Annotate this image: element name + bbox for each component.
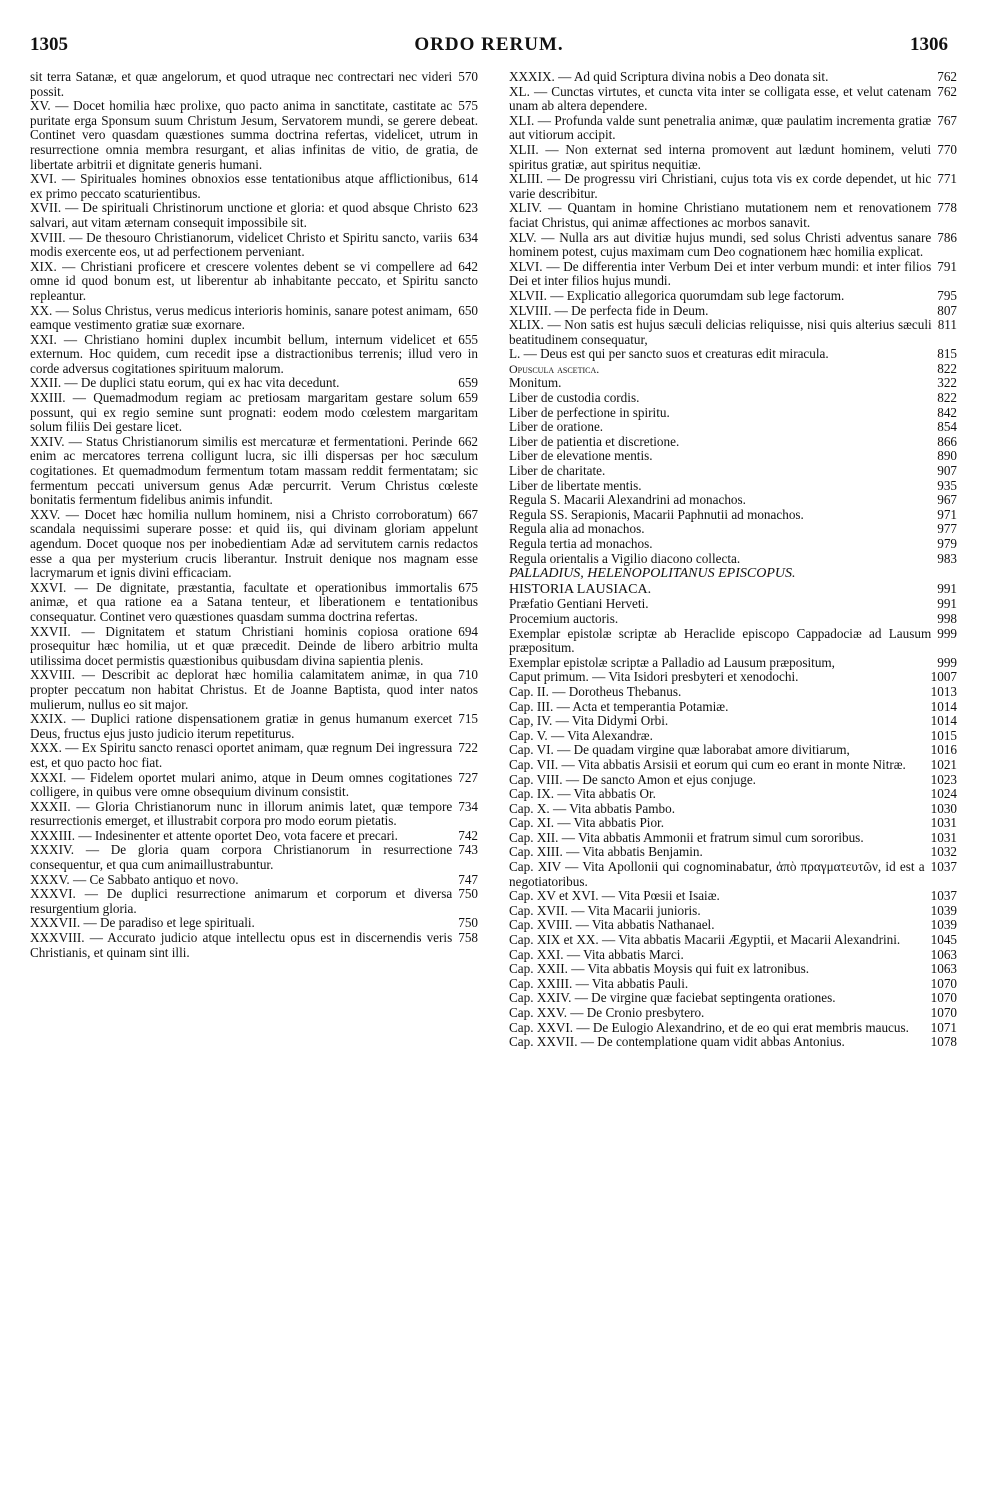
toc-page-number: 822 bbox=[937, 360, 957, 376]
toc-entry-text: Opuscula ascetica. bbox=[509, 361, 600, 376]
toc-entry bbox=[509, 493, 957, 508]
toc-page-number: 655 bbox=[458, 331, 478, 347]
toc-entry bbox=[509, 1006, 957, 1021]
toc-entry bbox=[30, 172, 478, 201]
toc-page-number: 807 bbox=[937, 302, 957, 318]
running-title: ORDO RERUM. bbox=[414, 34, 564, 55]
toc-page-number: 1007 bbox=[930, 669, 957, 685]
toc-entry-text: XXXVIII. — Accurato judicio atque intellectu opus est in discernendis veris Christianis, et quinam sint illi. bbox=[30, 930, 453, 960]
toc-entry bbox=[509, 566, 957, 582]
toc-page-number: 750 bbox=[458, 886, 478, 902]
toc-page-number: 999 bbox=[937, 654, 957, 670]
toc-entry-text: XXIII. — Quemadmodum regiam ac pretiosam margaritam gestare solum possunt, qui ex regio semine sunt prognati: eodem modo cœlestem margaritam solum filiis Dei gestare licet. bbox=[30, 390, 478, 435]
toc-entry bbox=[30, 771, 478, 800]
toc-page-number: 786 bbox=[937, 229, 957, 245]
toc-entry-text: XXXIV. — De gloria quam corpora Christianorum in resurrectione consequentur, et qua cum animaillustrabuntur. bbox=[30, 842, 453, 873]
toc-entry bbox=[509, 729, 957, 744]
toc-page-number: 747 bbox=[458, 871, 478, 887]
toc-page-number: 742 bbox=[458, 827, 478, 843]
toc-entry-text: XXI. — Christiano homini duplex incumbit bellum, internum videlicet et externum. Hoc quidem, cum recedit ipse a distractionibus terrenis; illud vero in corde adversus cogitationes spirituum malorum. bbox=[30, 331, 478, 376]
toc-entry bbox=[30, 201, 478, 230]
toc-entry bbox=[509, 787, 957, 802]
toc-page-number: 762 bbox=[937, 69, 957, 84]
toc-entry bbox=[509, 143, 957, 172]
toc-page-number: 1070 bbox=[930, 990, 957, 1006]
toc-entry bbox=[509, 962, 957, 977]
toc-entry bbox=[30, 887, 478, 916]
toc-entry-text: Exemplar epistolæ scriptæ ab Heraclide episcopo Cappadociæ ad Lausum præpositum. bbox=[509, 625, 932, 656]
toc-page-number: 750 bbox=[458, 915, 478, 931]
toc-page-number: 634 bbox=[458, 229, 478, 245]
toc-page-number: 822 bbox=[937, 390, 957, 406]
toc-entry bbox=[509, 289, 957, 304]
toc-entry-text: XLII. — Non externat sed interna promovent aut lædunt hominem, veluti spiritus gratiæ, aut spiritus nequitiæ. bbox=[509, 141, 932, 172]
toc-page-number: 1013 bbox=[930, 683, 957, 699]
toc-entry-text: Cap. III. — Acta et temperantia Potamiæ. bbox=[509, 698, 729, 714]
toc-page-number: 743 bbox=[458, 842, 478, 858]
toc-page-number: 570 bbox=[458, 69, 478, 84]
toc-entry-text: XLI. — Profunda valde sunt penetralia animæ, quæ paulatim incrementa gratiæ aut vitiorum accipit. bbox=[509, 112, 932, 143]
toc-entry bbox=[509, 948, 957, 963]
toc-page-number: 1045 bbox=[930, 932, 957, 948]
toc-entry bbox=[509, 845, 957, 860]
toc-entry-text: XLV. — Nulla ars aut divitiæ hujus mundi, sed solus Christi adventus sanare hominem potest, cujus maximam cum Deo cognationem hæc homilia explicat. bbox=[509, 229, 932, 260]
toc-entry bbox=[509, 464, 957, 479]
toc-entry-text: XVI. — Spirituales homines obnoxios esse tentationibus atque afflictionibus, ex primo peccato scaturientibus. bbox=[30, 171, 453, 201]
toc-page-number: 715 bbox=[458, 711, 478, 727]
toc-entry bbox=[509, 420, 957, 435]
toc-entry-text: Regula tertia ad monachos. bbox=[509, 536, 653, 551]
page-number-left: 1305 bbox=[30, 34, 68, 55]
toc-entry bbox=[509, 376, 957, 391]
toc-page-number: 854 bbox=[937, 419, 957, 435]
toc-entry-text: XXXII. — Gloria Christianorum nunc in illorum animis latet, quæ tempore resurrectionis emerget, et illustrabit corpora pro modo eorum pietatis. bbox=[30, 798, 453, 829]
toc-page-number: 1070 bbox=[930, 975, 957, 991]
toc-entry-text: Cap, IV. — Vita Didymi Orbi. bbox=[509, 713, 669, 729]
toc-entry bbox=[30, 931, 478, 960]
toc-page-number: 977 bbox=[937, 521, 957, 537]
toc-entry-text: Liber de oratione. bbox=[509, 419, 604, 435]
toc-entry-text: XXII. — De duplici statu eorum, qui ex hac vita decedunt. bbox=[30, 375, 340, 391]
toc-page-number: 1070 bbox=[930, 1005, 957, 1020]
toc-entry-text: Cap. XI. — Vita abbatis Pior. bbox=[509, 815, 665, 831]
toc-entry bbox=[30, 435, 478, 508]
toc-page-number: 1016 bbox=[930, 742, 957, 758]
toc-entry bbox=[509, 1021, 957, 1036]
toc-entry-text: XLIII. — De progressu viri Christiani, cujus tota vis ex corde dependet, ut hic varie describitur. bbox=[509, 171, 932, 201]
toc-page-number: 694 bbox=[458, 623, 478, 639]
right-column bbox=[509, 70, 957, 1050]
toc-entry bbox=[509, 479, 957, 494]
toc-entry-text: Cap. XXVII. — De contemplatione quam vidit abbas Antonius. bbox=[509, 1034, 845, 1050]
toc-page-number: 662 bbox=[458, 433, 478, 449]
toc-entry bbox=[509, 508, 957, 523]
toc-entry-text: Cap. XXVI. — De Eulogio Alexandrino, et de eo qui erat membris maucus. bbox=[509, 1019, 909, 1035]
toc-page-number: 1023 bbox=[930, 771, 957, 787]
toc-page-number: 575 bbox=[458, 98, 478, 114]
toc-page-number: 1032 bbox=[930, 844, 957, 860]
toc-page-number: 815 bbox=[937, 346, 957, 362]
toc-page-number: 1030 bbox=[930, 800, 957, 816]
toc-entry-text: Cap. XIX et XX. — Vita abbatis Macarii Ægyptii, et Macarii Alexandrini. bbox=[509, 932, 901, 948]
toc-entry bbox=[509, 860, 957, 889]
toc-entry bbox=[509, 391, 957, 406]
toc-page-number: 1031 bbox=[930, 815, 957, 831]
toc-page-number: 770 bbox=[937, 141, 957, 157]
toc-page-number: 771 bbox=[937, 171, 957, 187]
toc-page-number: 778 bbox=[937, 200, 957, 216]
toc-page-number: 1037 bbox=[930, 888, 957, 904]
toc-page-number: 667 bbox=[458, 506, 478, 522]
toc-page-number: 1063 bbox=[930, 946, 957, 962]
toc-entry-text: XXVIII. — Describit ac deplorat hæc homilia calamitatem animæ, in qua propter peccatum non habitat Christus. Et de Joanne Baptista, quod inter natos mulierum, nullus eo sit major. bbox=[30, 667, 478, 712]
toc-entry-text: XIX. — Christiani proficere et crescere volentes debent se vi compellere ad omne id quod bonum est, ut liberentur ab inhabitante peccato, et Spiritu sancto repleantur. bbox=[30, 258, 478, 303]
toc-entry-text: XX. — Solus Christus, verus medicus interioris hominis, sanare potest animam, eamque vestimento gratiæ suæ exornare. bbox=[30, 302, 453, 333]
toc-entry-text: Liber de libertate mentis. bbox=[509, 477, 642, 493]
toc-entry bbox=[30, 829, 478, 844]
toc-page-number: 1039 bbox=[930, 902, 957, 918]
toc-entry bbox=[509, 406, 957, 421]
toc-entry bbox=[30, 873, 478, 888]
toc-entry-text: Monitum. bbox=[509, 375, 562, 391]
toc-entry bbox=[509, 172, 957, 201]
toc-entry-text: Liber de perfectione in spiritu. bbox=[509, 404, 670, 420]
toc-entry-text: XVII. — De spirituali Christinorum unctione et gloria: et quod absque Christo salvari, aut vitam æternam consequit impossibile sit. bbox=[30, 200, 453, 230]
toc-entry-text: XLVIII. — De perfecta fide in Deum. bbox=[509, 302, 709, 318]
toc-page-number: 623 bbox=[458, 200, 478, 216]
toc-entry bbox=[509, 918, 957, 933]
toc-entry bbox=[509, 114, 957, 143]
toc-entry-text: Liber de elevatione mentis. bbox=[509, 448, 653, 464]
toc-entry bbox=[509, 991, 957, 1006]
toc-entry-text: XXV. — Docet hæc homilia nullum hominem, nisi a Christo corroboratum) scandala nequissimi superare posse: et quid iis, qui divinam gloriam appelunt agendum. Docet quoque nos per inobedientiam Adæ ad servitutem carnis redactos esse a qua per mysterium crucis liberantur. Instruit denique nos magnam esse lacrymarum et ignis divini efficaciam. bbox=[30, 506, 478, 581]
toc-entry bbox=[509, 685, 957, 700]
toc-entry-text: XLIV. — Quantam in homine Christiano mutationem nem et renovationem faciat Christus, qui animæ affectiones ac morbos sanavit. bbox=[509, 200, 932, 230]
toc-entry bbox=[509, 597, 957, 612]
toc-entry bbox=[30, 333, 478, 377]
toc-entry-text: XXX. — Ex Spiritu sancto renasci oportet animam, quæ regnum Dei ingressura est, et quo pacto hoc fiat. bbox=[30, 740, 453, 770]
toc-entry-text: Cap. XIII. — Vita abbatis Benjamin. bbox=[509, 844, 703, 860]
toc-page-number: 1024 bbox=[930, 786, 957, 802]
toc-page-number: 795 bbox=[937, 287, 957, 303]
toc-entry bbox=[509, 933, 957, 948]
toc-entry bbox=[509, 85, 957, 114]
toc-entry bbox=[509, 582, 957, 598]
toc-entry-text: Regula S. Macarii Alexandrini ad monachos. bbox=[509, 492, 746, 508]
toc-entry bbox=[509, 612, 957, 627]
left-column bbox=[30, 70, 478, 960]
toc-entry-text: Exemplar epistolæ scriptæ a Palladio ad Lausum præpositum, bbox=[509, 654, 835, 670]
toc-entry bbox=[509, 889, 957, 904]
toc-page-number: 991 bbox=[937, 596, 957, 612]
toc-entry-text: XXXVI. — De duplici resurrectione animarum et corporum et diversa resurgentium gloria. bbox=[30, 886, 453, 916]
toc-entry bbox=[30, 668, 478, 712]
toc-entry-text: XV. — Docet homilia hæc prolixe, quo pacto anima in sanctitate, castitate ac puritate erga Sponsum suum Christum Jesum, Servatorem mundi, se gerere debeat. Continet vero quasdam quæstiones summa doctrina refertas, videlicet, utrum in resurrectione omnia membra resurgant, et alias infinitas de vitio, de gratia, de libertate arbitrii et dignitate generis humani. bbox=[30, 98, 478, 172]
toc-page-number: 1014 bbox=[930, 698, 957, 714]
toc-entry-text: Cap. XVII. — Vita Macarii junioris. bbox=[509, 902, 701, 918]
toc-page-number: 791 bbox=[937, 258, 957, 274]
toc-entry-text: XXVI. — De dignitate, præstantia, facultate et operationibus immortalis animæ, et qua ratione ea a Satana tenteur, et liberationem e tentationibus consequatur. Continet vero quæstiones quasdam summa doctrina refertas. bbox=[30, 579, 478, 624]
toc-entry bbox=[30, 391, 478, 435]
toc-entry bbox=[30, 304, 478, 333]
toc-page-number: 1015 bbox=[930, 727, 957, 743]
toc-page-number: 659 bbox=[458, 390, 478, 406]
toc-entry bbox=[30, 231, 478, 260]
toc-entry bbox=[509, 977, 957, 992]
toc-page-number: 727 bbox=[458, 769, 478, 785]
toc-entry bbox=[509, 435, 957, 450]
toc-entry-text: XVIII. — De thesouro Christianorum, videlicet Christo et Spiritu sancto, variis modis exercente eos, ut ad perfectionem perveniant. bbox=[30, 229, 453, 260]
toc-entry bbox=[30, 70, 478, 99]
toc-page-number: 998 bbox=[937, 610, 957, 626]
toc-entry-text: Cap. XXI. — Vita abbatis Marci. bbox=[509, 946, 684, 962]
toc-page-number: 762 bbox=[937, 83, 957, 99]
toc-entry bbox=[509, 304, 957, 319]
toc-entry-text: Liber de charitate. bbox=[509, 463, 606, 479]
toc-entry-text: Cap. V. — Vita Alexandræ. bbox=[509, 727, 653, 743]
toc-entry bbox=[509, 260, 957, 289]
toc-entry-text: XLVII. — Explicatio allegorica quorumdam sub lege factorum. bbox=[509, 287, 845, 303]
toc-entry-text: Cap. VIII. — De sancto Amon et ejus conjuge. bbox=[509, 771, 756, 787]
toc-entry-text: PALLADIUS, HELENOPOLITANUS EPISCOPUS. bbox=[509, 566, 796, 582]
page-number-right: 1306 bbox=[910, 34, 948, 55]
toc-entry-text: XL. — Cunctas virtutes, et cuncta vita inter se colligata esse, et velut catenam unam ab altera dependere. bbox=[509, 83, 932, 114]
toc-page-number: 842 bbox=[937, 404, 957, 420]
toc-entry-text: Procemium auctoris. bbox=[509, 610, 619, 626]
toc-entry bbox=[30, 99, 478, 172]
toc-page-number: 971 bbox=[937, 506, 957, 522]
toc-entry-text: HISTORIA LAUSIACA. bbox=[509, 581, 652, 597]
toc-page-number: 907 bbox=[937, 463, 957, 479]
toc-page-number: 758 bbox=[458, 930, 478, 946]
toc-entry-text: Cap. XII. — Vita abbatis Ammonii et fratrum simul cum sororibus. bbox=[509, 829, 864, 845]
toc-page-number: 1031 bbox=[930, 829, 957, 845]
toc-page-number: 1071 bbox=[930, 1019, 957, 1035]
toc-entry-text: XXXIII. — Indesinenter et attente oportet Deo, vota facere et precari. bbox=[30, 827, 398, 843]
toc-entry bbox=[509, 201, 957, 230]
toc-page-number: 979 bbox=[937, 536, 957, 551]
toc-entry-text: XXIX. — Duplici ratione dispensationem gratiæ in genus humanum exercet Deus, fructus ejus justo judicio iterum repetiturus. bbox=[30, 711, 453, 741]
toc-page-number: 1063 bbox=[930, 961, 957, 977]
toc-entry-text: Cap. II. — Dorotheus Thebanus. bbox=[509, 683, 682, 699]
toc-page-number: 983 bbox=[937, 550, 957, 566]
toc-page-number: 967 bbox=[937, 492, 957, 508]
toc-entry-text: XLVI. — De differentia inter Verbum Dei et inter verbum mundi: et inter filios Dei et inter filios hujus mundi. bbox=[509, 258, 932, 289]
toc-entry bbox=[509, 816, 957, 831]
toc-entry bbox=[509, 714, 957, 729]
toc-entry-text: XXXV. — Ce Sabbato antiquo et novo. bbox=[30, 871, 239, 887]
toc-entry-text: Liber de custodia cordis. bbox=[509, 390, 640, 406]
toc-page-number: 1039 bbox=[930, 917, 957, 933]
toc-entry-text: XXXI. — Fidelem oportet mulari animo, atque in Deum omnes cogitationes colligere, in quibus vere omne obsequium divinum consistit. bbox=[30, 769, 453, 800]
toc-page-number: 650 bbox=[458, 302, 478, 318]
toc-entry-text: XXXIX. — Ad quid Scriptura divina nobis a Deo donata sit. bbox=[509, 69, 829, 84]
toc-entry bbox=[509, 362, 957, 377]
toc-entry-text: Regula alia ad monachos. bbox=[509, 521, 645, 537]
toc-entry-text: XXIV. — Status Christianorum similis est mercaturæ et fermentationi. Perinde enim ac mercatores terrena colligunt lucra, sic illi dispersas per hoc sæculum cogitationes. Et quemadmodum fermentum totam massam reddit fermentatam; sic fermentum peccati universum genus Adæ percurrit. Verum Christus cœleste bonitatis fermentum fidelibus animis infundit. bbox=[30, 433, 478, 508]
toc-page-number: 1078 bbox=[930, 1034, 957, 1050]
toc-entry-text: Præfatio Gentiani Herveti. bbox=[509, 596, 649, 612]
toc-entry bbox=[30, 712, 478, 741]
toc-entry-text: Cap. XXII. — Vita abbatis Moysis qui fuit ex latronibus. bbox=[509, 961, 810, 977]
toc-entry-text: Caput primum. — Vita Isidori presbyteri et xenodochi. bbox=[509, 669, 799, 685]
toc-entry-text: Cap. VII. — Vita abbatis Arsisii et eorum qui cum eo erant in monte Nitræ. bbox=[509, 756, 906, 772]
toc-page-number: 734 bbox=[458, 798, 478, 814]
toc-entry-text: XXXVII. — De paradiso et lege spirituali. bbox=[30, 915, 255, 931]
toc-page-number: 811 bbox=[937, 317, 957, 333]
toc-entry bbox=[509, 670, 957, 685]
toc-page-number: 866 bbox=[937, 433, 957, 449]
toc-entry bbox=[509, 231, 957, 260]
toc-page-number: 1037 bbox=[930, 859, 957, 875]
toc-page-number: 999 bbox=[937, 625, 957, 641]
toc-entry bbox=[30, 625, 478, 669]
toc-entry-text: Cap. XVIII. — Vita abbatis Nathanael. bbox=[509, 917, 715, 933]
toc-entry-text: Liber de patientia et discretione. bbox=[509, 433, 680, 449]
toc-page-number: 1014 bbox=[930, 713, 957, 729]
toc-entry bbox=[509, 904, 957, 919]
toc-entry bbox=[509, 318, 957, 347]
toc-entry-text: Cap. XXIV. — De virgine quæ faciebat septingenta orationes. bbox=[509, 990, 836, 1006]
toc-entry bbox=[509, 743, 957, 758]
toc-entry bbox=[509, 627, 957, 656]
toc-page-number: 767 bbox=[937, 112, 957, 128]
toc-page-number: 675 bbox=[458, 579, 478, 595]
toc-page-number: 614 bbox=[458, 171, 478, 187]
toc-entry-text: Regula orientalis a Vigilio diacono collecta. bbox=[509, 550, 741, 566]
toc-entry bbox=[30, 508, 478, 581]
toc-entry bbox=[30, 916, 478, 931]
toc-entry-text: L. — Deus est qui per sancto suos et creaturas edit miracula. bbox=[509, 346, 829, 362]
toc-entry bbox=[509, 552, 957, 567]
toc-entry-text: Regula SS. Serapionis, Macarii Paphnutii ad monachos. bbox=[509, 506, 804, 522]
toc-page-number: 642 bbox=[458, 258, 478, 274]
toc-page-number: 890 bbox=[937, 448, 957, 464]
toc-entry bbox=[30, 376, 478, 391]
toc-entry bbox=[509, 70, 957, 85]
toc-entry-text: Cap. X. — Vita abbatis Pambo. bbox=[509, 800, 675, 816]
toc-entry bbox=[509, 802, 957, 817]
toc-entry bbox=[30, 581, 478, 625]
toc-entry bbox=[509, 449, 957, 464]
toc-entry bbox=[509, 537, 957, 552]
toc-page-number: 710 bbox=[458, 667, 478, 683]
toc-page-number: 659 bbox=[458, 375, 478, 391]
toc-entry-text: Cap. XIV — Vita Apollonii qui cognominabatur, ἀπὸ πραγματευτῶν, id est a negotiatoribus. bbox=[509, 859, 925, 889]
toc-page-number: 935 bbox=[937, 477, 957, 493]
toc-page-number: 722 bbox=[458, 740, 478, 756]
toc-entry-text: Cap. XXV. — De Cronio presbytero. bbox=[509, 1005, 705, 1020]
toc-entry-text: Cap. XV et XVI. — Vita Pœsii et Isaiæ. bbox=[509, 888, 720, 904]
toc-page-number: 1021 bbox=[930, 756, 957, 772]
toc-entry-text: Cap. XXIII. — Vita abbatis Pauli. bbox=[509, 975, 689, 991]
toc-entry bbox=[509, 1035, 957, 1050]
toc-page-number: 991 bbox=[937, 580, 957, 596]
toc-entry bbox=[509, 522, 957, 537]
toc-entry bbox=[509, 758, 957, 773]
toc-entry bbox=[30, 843, 478, 872]
toc-entry-text: XLIX. — Non satis est hujus sæculi delicias reliquisse, nisi quis alterius sæculi beatitudinem consequatur, bbox=[509, 317, 932, 347]
toc-entry-text: Cap. VI. — De quadam virgine quæ laborabat amore divitiarum, bbox=[509, 742, 850, 758]
toc-entry-text: sit terra Satanæ, et quæ angelorum, et quod utraque nec contrectari nec videri possit. bbox=[30, 69, 453, 99]
toc-entry bbox=[30, 800, 478, 829]
toc-entry-text: XXVII. — Dignitatem et statum Christiani hominis copiosa oratione prosequitur hæc homilia, ut et quæ præcedit. Deinde de libero arbitrio multa utilissima docet permistis quæstionibus quibusdam divina sapientia plenis. bbox=[30, 623, 478, 668]
toc-entry bbox=[30, 741, 478, 770]
toc-entry bbox=[509, 656, 957, 671]
toc-entry bbox=[509, 700, 957, 715]
page-header bbox=[30, 34, 948, 58]
toc-entry-text: Cap. IX. — Vita abbatis Or. bbox=[509, 786, 656, 802]
toc-entry bbox=[509, 831, 957, 846]
toc-entry bbox=[509, 773, 957, 788]
toc-entry bbox=[30, 260, 478, 304]
toc-entry bbox=[509, 347, 957, 362]
toc-page-number: 322 bbox=[937, 375, 957, 391]
